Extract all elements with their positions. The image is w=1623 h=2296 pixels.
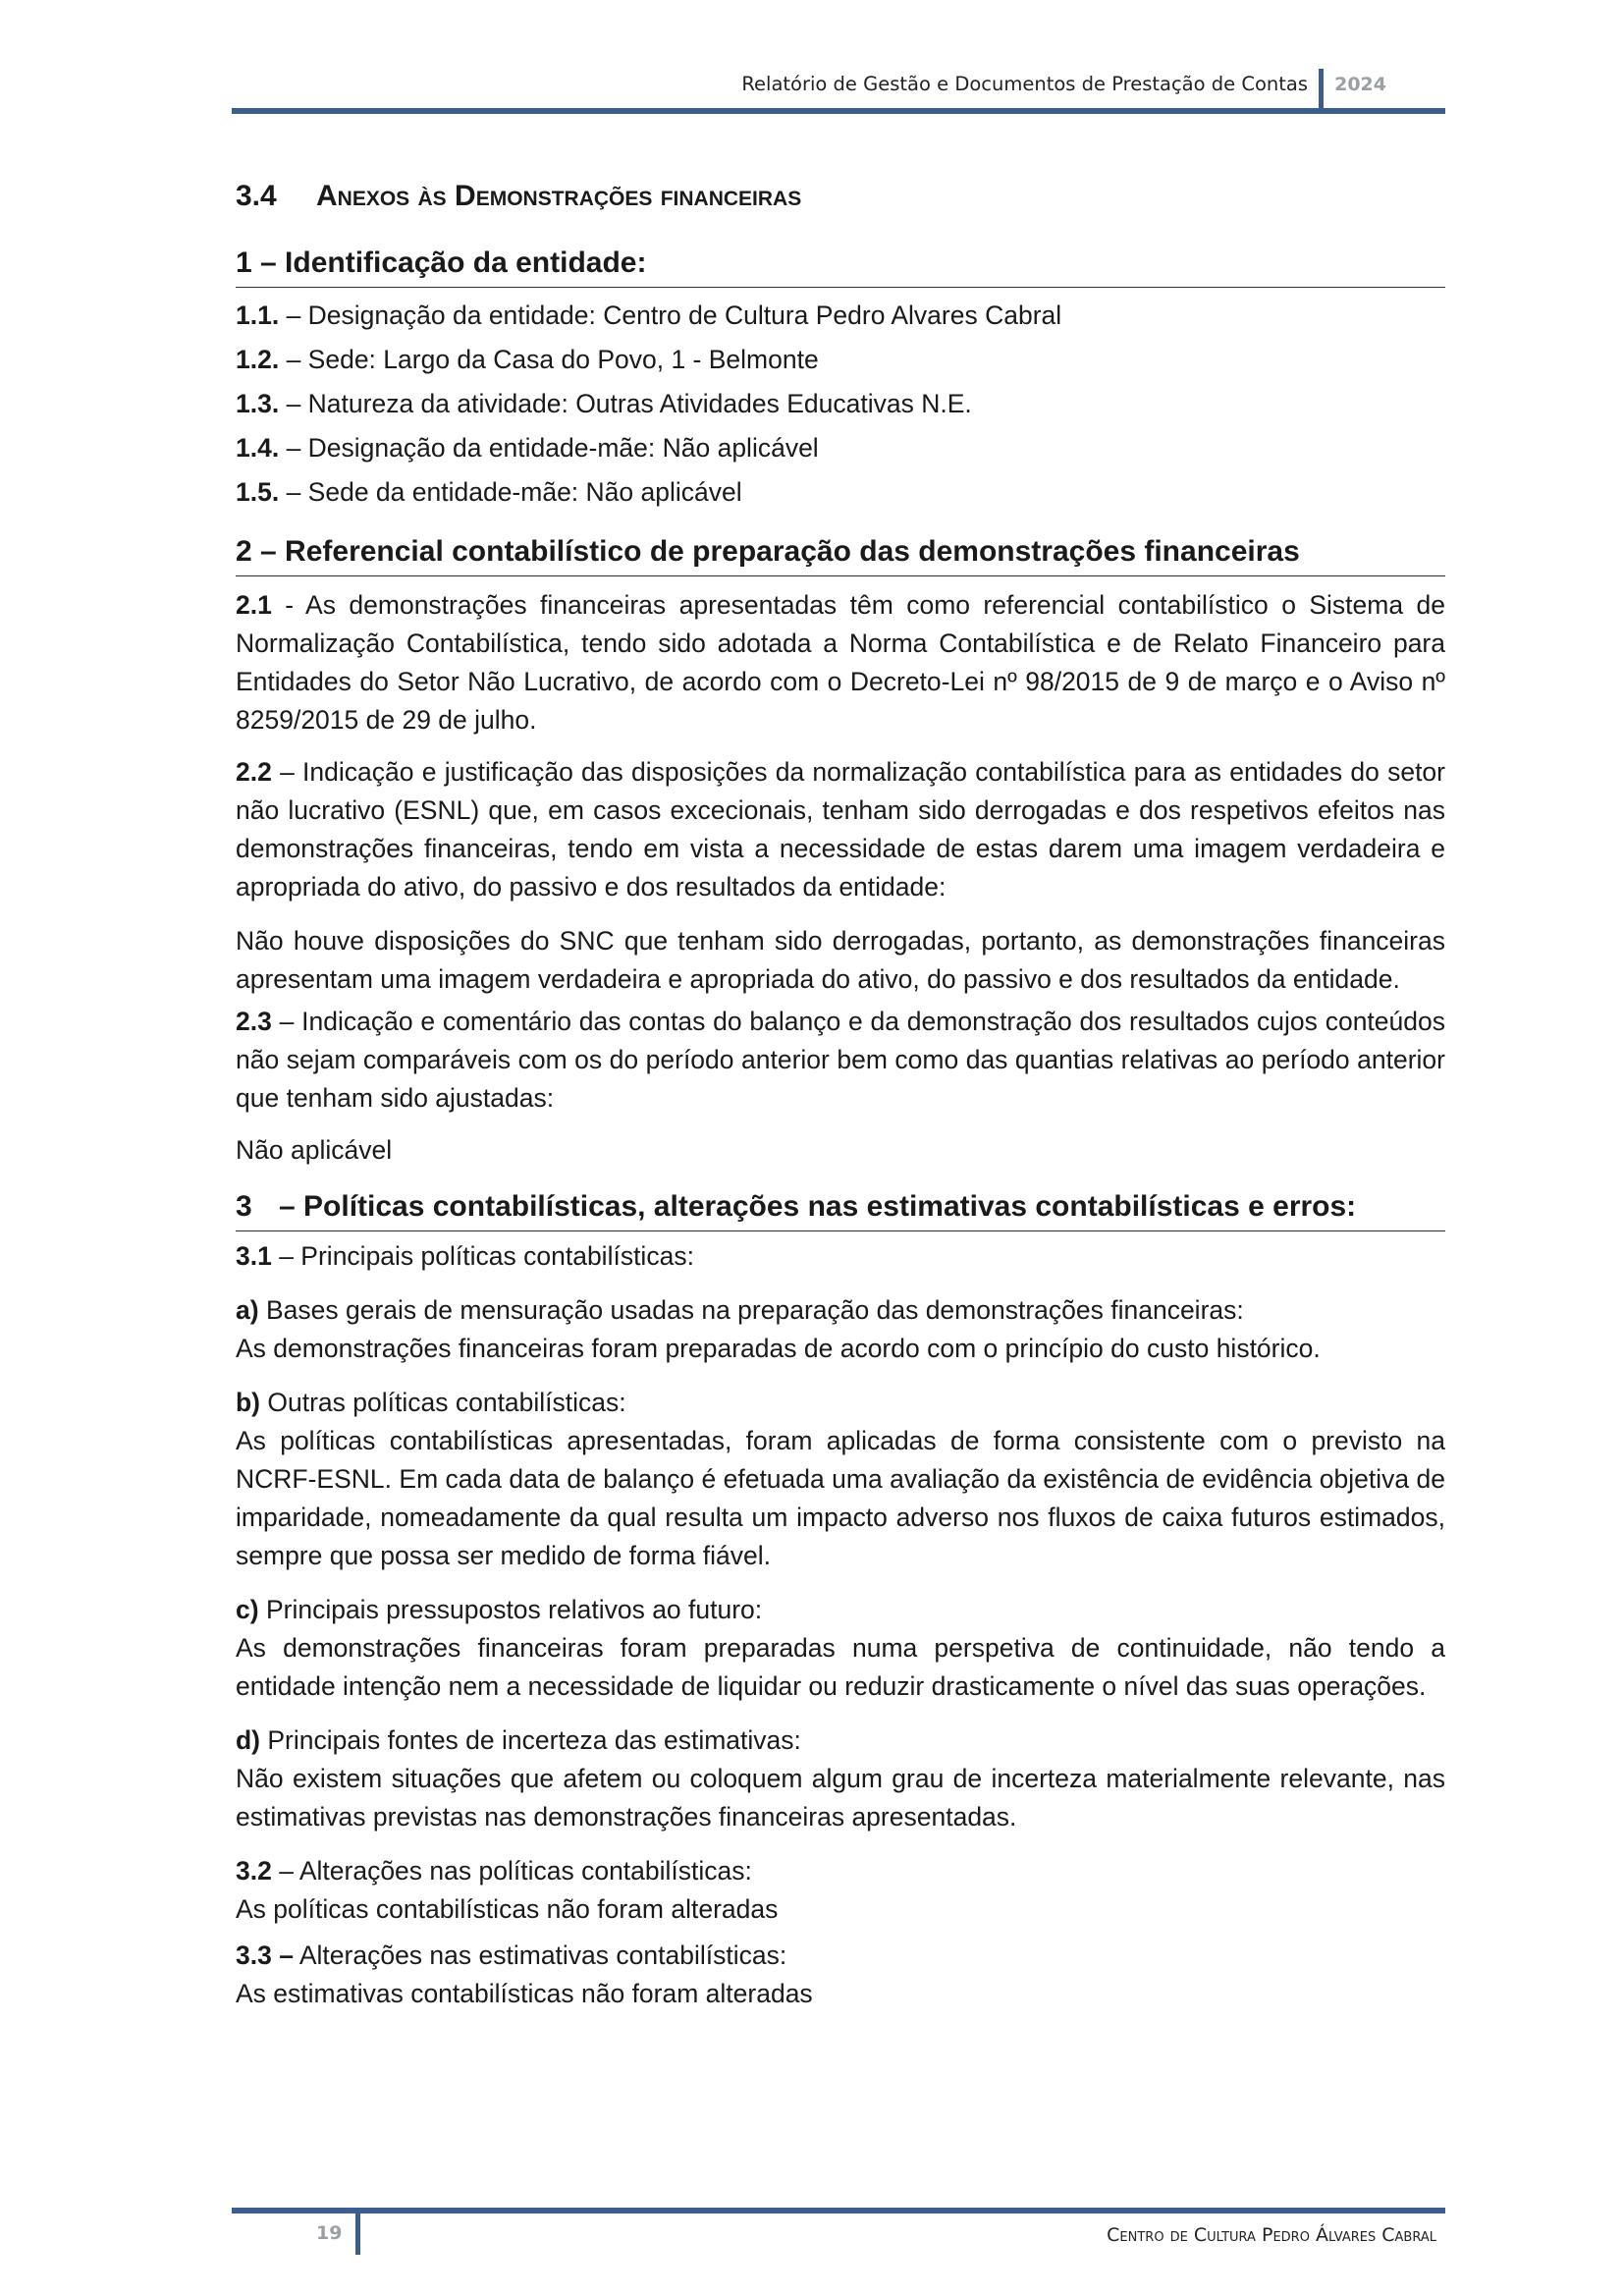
list-item: 1.4. – Designação da entidade-mãe: Não aplicável xyxy=(236,433,819,463)
section-2-title: 2 – Referencial contabilístico de preparação das demonstrações financeiras xyxy=(236,532,1445,576)
paragraph-3-3-answer: As estimativas contabilísticas não foram alteradas xyxy=(236,1979,813,2008)
policy-d-text: Não existem situações que afetem ou coloquem algum grau de incerteza materialmente relevante, nas estimativas previstas nas demonstrações financeiras apresentadas. xyxy=(236,1764,1445,1831)
paragraph-2-3-answer: Não aplicável xyxy=(236,1135,393,1165)
list-item: 1.2. – Sede: Largo da Casa do Povo, 1 - Belmonte xyxy=(236,345,819,374)
section-3-title: 3 – Políticas contabilísticas, alterações nas estimativas contabilísticas e erros: xyxy=(236,1187,1445,1231)
chapter-number: 3.4 xyxy=(236,180,277,212)
policy-a-text: As demonstrações financeiras foram preparadas de acordo com o princípio do custo histórico. xyxy=(236,1334,1321,1363)
section-1-title: 1 – Identificação da entidade: xyxy=(236,244,1445,288)
paragraph-3-2-answer: As políticas contabilísticas não foram alteradas xyxy=(236,1894,779,1924)
policy-c-text: As demonstrações financeiras foram preparadas numa perspetiva de continuidade, não tendo a entidade intenção nem a necessidade de liquidar ou reduzir drasticamente o nível das suas operações. xyxy=(236,1633,1445,1701)
paragraph-3-1: 3.1 – Principais políticas contabilísticas: xyxy=(236,1241,694,1271)
page-number: 19 xyxy=(316,2222,343,2244)
paragraph-2-3: 2.3 – Indicação e comentário das contas do balanço e da demonstração dos resultados cujos conteúdos não sejam comparáveis com os do período anterior bem como das quantias relativas ao período anterior que tenham sido ajustadas: xyxy=(236,1007,1445,1113)
policy-d-heading: d) Principais fontes de incerteza das estimativas: xyxy=(236,1725,801,1755)
list-item: 1.1. – Designação da entidade: Centro de Cultura Pedro Alvares Cabral xyxy=(236,301,1062,330)
chapter-heading xyxy=(236,177,1445,216)
policy-c-heading: c) Principais pressupostos relativos ao futuro: xyxy=(236,1595,763,1624)
paragraph-2-1: 2.1 - As demonstrações financeiras apresentadas têm como referencial contabilístico o Sistema de Normalização Contabilística, tendo sido adotada a Norma Contabilística e de Relato Financeiro para Entidades do Setor Não Lucrativo, de acordo com o Decreto-Lei nº 98/2015 de 9 de março e o Aviso nº 8259/2015 de 29 de julho. xyxy=(236,590,1445,735)
footer-organization: Centro de Cultura Pedro Álvares Cabral xyxy=(1107,2224,1436,2246)
policy-b-heading: b) Outras políticas contabilísticas: xyxy=(236,1388,626,1417)
header-rule xyxy=(232,108,1445,114)
paragraph-3-3: 3.3 – Alterações nas estimativas contabilísticas: xyxy=(236,1941,787,1970)
list-item: 1.5. – Sede da entidade-mãe: Não aplicável xyxy=(236,477,742,507)
section-1-list xyxy=(236,294,1445,515)
document-body xyxy=(236,177,1445,2013)
paragraph-2-2: 2.2 – Indicação e justificação das disposições da normalização contabilística para as entidades do setor não lucrativo (ESNL) que, em casos excecionais, tenham sido derrogadas e dos respetivos efeitos nas demonstrações financeiras, tendo em vista a necessidade de estas darem uma imagem verdadeira e apropriada do ativo, do passivo e dos resultados da entidade: xyxy=(236,757,1445,902)
header-year: 2024 xyxy=(1334,74,1386,95)
header-title: Relatório de Gestão e Documentos de Prestação de Contas xyxy=(741,73,1308,95)
policy-b-text: As políticas contabilísticas apresentadas, foram aplicadas de forma consistente com o previsto na NCRF-ESNL. Em cada data de balanço é efetuada uma avaliação da existência de evidência objetiva de imparidade, nomeadamente da qual resulta um impacto adverso nos fluxos de caixa futuros estimados, sempre que possa ser medido de forma fiável. xyxy=(236,1426,1445,1570)
footer-separator xyxy=(355,2208,360,2255)
chapter-title: Anexos às Demonstrações financeiras xyxy=(316,180,802,212)
list-item: 1.3. – Natureza da atividade: Outras Atividades Educativas N.E. xyxy=(236,389,972,418)
footer-rule xyxy=(232,2208,1445,2214)
policy-a-heading: a) Bases gerais de mensuração usadas na preparação das demonstrações financeiras: xyxy=(236,1295,1244,1325)
paragraph-2-2-answer: Não houve disposições do SNC que tenham sido derrogadas, portanto, as demonstrações financeiras apresentam uma imagem verdadeira e apropriada do ativo, do passivo e dos resultados da entidade. xyxy=(236,926,1445,994)
paragraph-3-2: 3.2 – Alterações nas políticas contabilísticas: xyxy=(236,1856,752,1886)
